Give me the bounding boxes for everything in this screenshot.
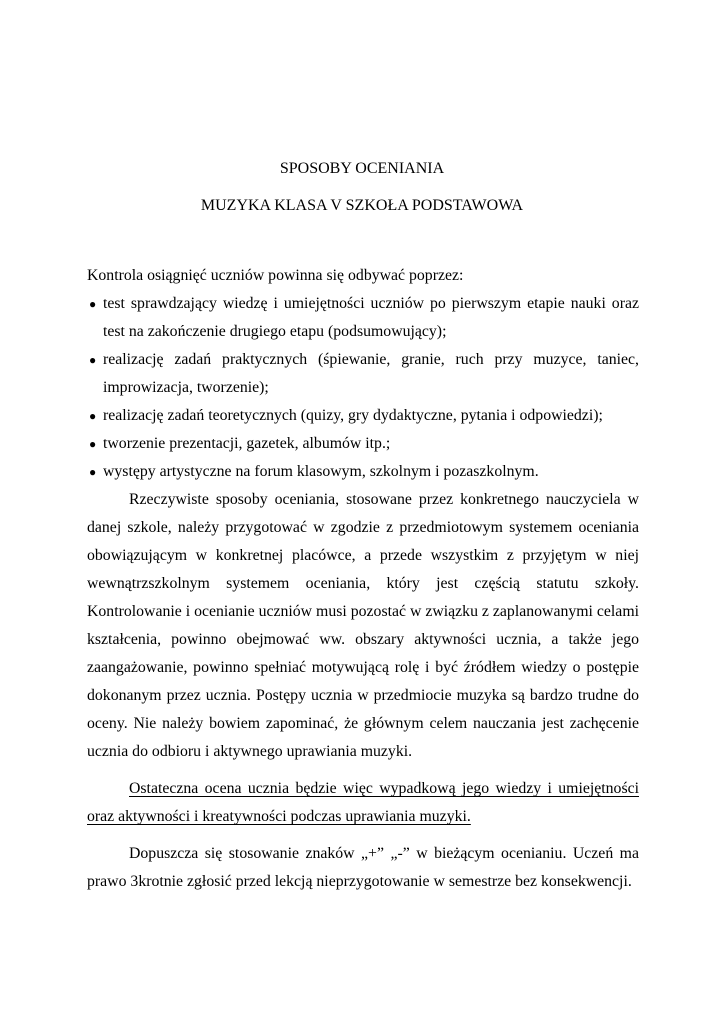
list-item-text: tworzenie prezentacji, gazetek, albumów itp.; — [103, 435, 391, 452]
bullet-list — [87, 290, 639, 486]
list-item — [87, 430, 639, 458]
bullet-icon: ● — [89, 353, 97, 367]
bullet-icon: ● — [89, 465, 97, 479]
list-item — [87, 402, 639, 430]
document-title: SPOSOBY OCENIANIA — [279, 160, 445, 177]
bullet-icon: ● — [89, 297, 97, 311]
paragraph-final-grade — [87, 775, 639, 831]
bullet-icon: ● — [89, 437, 97, 451]
list-item — [87, 290, 639, 346]
document-body — [87, 262, 639, 896]
document-subtitle: MUZYKA KLASA V SZKOŁA PODSTAWOWA — [200, 197, 524, 214]
intro-text: Kontrola osiągnięć uczniów powinna się odbywać poprzez: — [87, 267, 464, 284]
bullet-icon: ● — [89, 409, 97, 423]
list-item-text: realizację zadań praktycznych (śpiewanie, granie, ruch przy muzyce, taniec, improwizacja, tworzenie); — [103, 351, 639, 396]
paragraph-symbols: Dopuszcza się stosowanie znaków „+” „-” w bieżącym ocenianiu. Uczeń ma prawo 3krotnie zgłosić przed lekcją nieprzygotowanie w semestrze bez konsekwencji. — [87, 845, 639, 890]
list-item-text: występy artystyczne na forum klasowym, szkolnym i pozaszkolnym. — [103, 463, 539, 480]
paragraph-grading-methods: Rzeczywiste sposoby oceniania, stosowane przez konkretnego nauczyciela w danej szkole, należy przygotować w zgodzie z przedmiotowym systemem oceniania obowiązującym w konkretnej placówce, a przede wszystkim z przyjętym w niej wewnątrzszkolnym systemem oceniania, który jest częścią statutu szkoły. Kontrolowanie i ocenianie uczniów musi pozostać w związku z zaplanowanymi celami kształcenia, powinno obejmować ww. obszary aktywności ucznia, a także jego zaangażowanie, powinno spełniać motywującą rolę i być źródłem wiedzy o postępie dokonanym przez ucznia. Postępy ucznia w przedmiocie muzyka są bardzo trudne do oceny. Nie należy bowiem zapominać, że głównym celem nauczania jest zachęcenie ucznia do odbioru i aktywnego uprawiania muzyki. — [87, 491, 639, 760]
list-item — [87, 458, 639, 486]
list-item-text: realizację zadań teoretycznych (quizy, gry dydaktyczne, pytania i odpowiedzi); — [103, 407, 603, 424]
list-item — [87, 346, 639, 402]
list-item-text: test sprawdzający wiedzę i umiejętności uczniów po pierwszym etapie nauki oraz test na zakończenie drugiego etapu (podsumowujący); — [103, 295, 639, 340]
final-grade-text: Ostateczna ocena ucznia będzie więc wypadkową jego wiedzy i umiejętności oraz aktywności i kreatywności podczas uprawiania muzyki. — [87, 780, 639, 825]
